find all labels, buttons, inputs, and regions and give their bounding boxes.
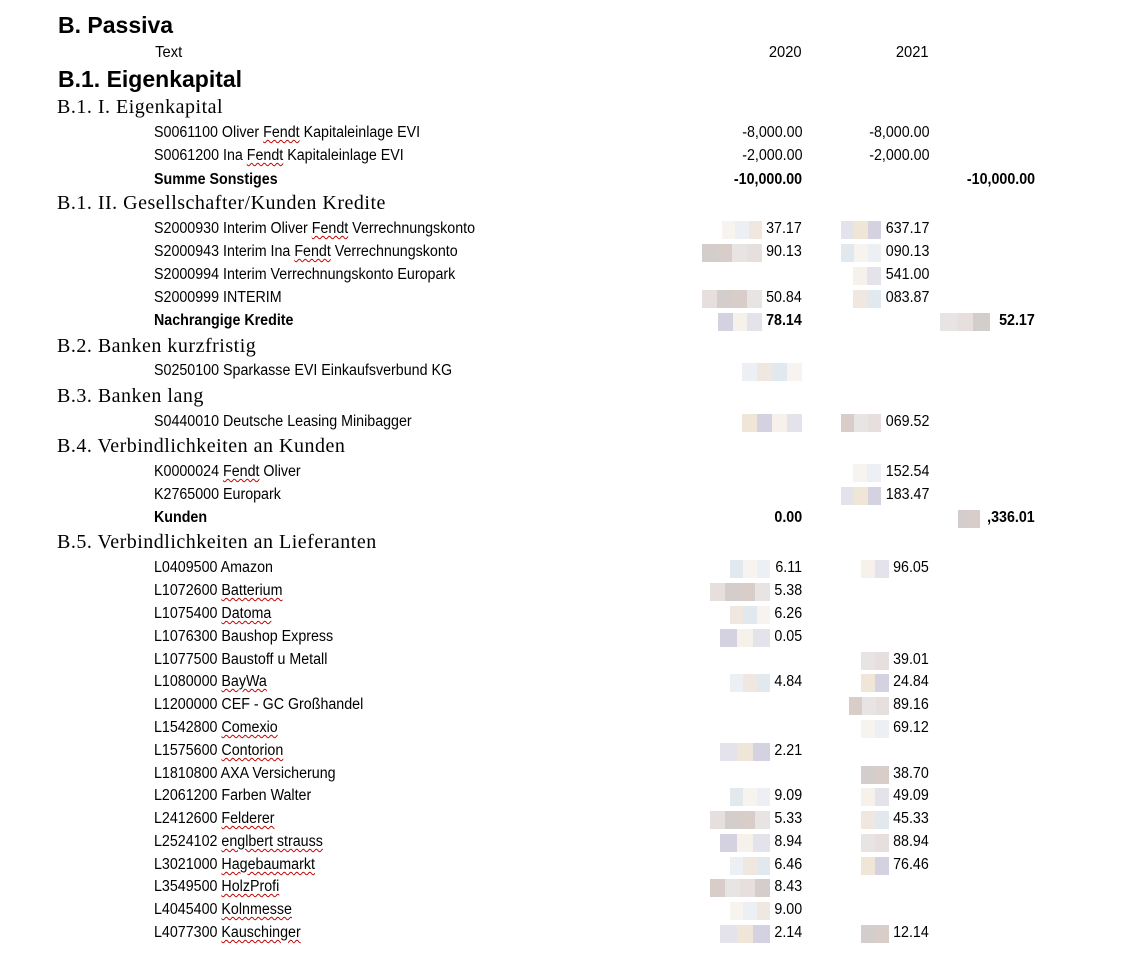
redacted-pixel-block [853, 290, 881, 308]
page-title: B. Passiva [58, 12, 174, 38]
redacted-pixel-block [861, 857, 889, 875]
redacted-pixel-block [861, 834, 889, 852]
value-2020: 6.46 [774, 856, 802, 873]
redacted-pixel-block [861, 560, 889, 578]
spellcheck-flagged-word: Kolnmesse [221, 901, 292, 918]
account-code: L4045400 [154, 901, 222, 918]
account-code: L1542800 [154, 719, 222, 736]
section-heading: B.1. II. Gesellschafter/Kunden Kredite [57, 192, 386, 214]
redacted-pixel-block [861, 811, 889, 829]
value-2020: 90.13 [766, 243, 802, 260]
account-code: S2000943 [154, 243, 223, 260]
redacted-pixel-block [720, 834, 770, 852]
redacted-pixel-block [853, 267, 881, 285]
account-name-suffix: Verrechnungskonto [330, 243, 458, 260]
value-2021: 76.46 [893, 856, 929, 873]
column-header-text: Text [155, 44, 183, 61]
section-subtitle: B.1. Eigenkapital [58, 66, 243, 92]
account-row-label [154, 924, 301, 942]
value-2020: 5.33 [774, 810, 802, 827]
account-name: Deutsche Leasing Minibagger [223, 413, 412, 430]
column-header-2020: 2020 [769, 44, 802, 61]
value-2020: 37.17 [766, 220, 802, 237]
account-row-label [154, 696, 363, 714]
account-code: S2000999 [154, 289, 223, 306]
value-2021: 24.84 [893, 673, 929, 690]
spellcheck-flagged-word: Hagebaumarkt [221, 856, 315, 873]
account-row-label [154, 463, 301, 481]
account-row-label [154, 147, 404, 165]
redacted-pixel-block [730, 560, 770, 578]
value-2020: 8.94 [774, 833, 802, 850]
account-name: Europark [223, 486, 281, 503]
account-name: AXA Versicherung [220, 765, 336, 782]
account-row-label [154, 486, 281, 504]
account-code: S0061100 [154, 124, 222, 141]
redacted-pixel-block [841, 221, 881, 239]
redacted-pixel-block [730, 606, 770, 624]
account-row-label [154, 833, 323, 851]
account-row-label [154, 266, 455, 284]
section-heading: B.5. Verbindlichkeiten an Lieferanten [57, 531, 377, 553]
sum-value-2020: 78.14 [766, 312, 802, 329]
value-2021: 39.01 [893, 651, 929, 668]
redacted-pixel-block [861, 720, 889, 738]
value-2020: 9.00 [774, 901, 802, 918]
redacted-pixel-block [742, 363, 802, 381]
value-2020: 8.43 [774, 878, 802, 895]
account-row-label [154, 559, 273, 577]
redacted-pixel-block [702, 290, 762, 308]
sum-total-value: ,336.01 [987, 509, 1035, 526]
spellcheck-flagged-word: Fendt [263, 124, 300, 141]
redacted-pixel-block [730, 902, 770, 920]
account-code: L1200000 [154, 696, 222, 713]
section-heading: B.1. I. Eigenkapital [57, 96, 224, 118]
account-row-label [154, 651, 327, 669]
account-row-label [154, 673, 267, 691]
account-code: L1072600 [154, 582, 222, 599]
value-2021: 152.54 [885, 463, 929, 480]
value-2021: 12.14 [893, 924, 929, 941]
value-2021: 541.00 [885, 266, 929, 283]
account-code: S0440010 [154, 413, 223, 430]
spellcheck-flagged-word: Comexio [221, 719, 278, 736]
spellcheck-flagged-word: Batterium [221, 582, 283, 599]
spellcheck-flagged-word: HolzProfi [221, 878, 280, 895]
spellcheck-flagged-word: Felderer [221, 810, 275, 827]
value-2021: 183.47 [885, 486, 929, 503]
account-code: L3021000 [154, 856, 222, 873]
sum-total-value: -10,000.00 [966, 171, 1035, 188]
value-2021: 45.33 [893, 810, 929, 827]
redacted-pixel-block [861, 766, 889, 784]
redacted-pixel-block [861, 674, 889, 692]
account-row-label [154, 413, 412, 431]
redacted-pixel-block [710, 811, 770, 829]
redacted-pixel-block [940, 313, 990, 331]
account-name-suffix: Oliver [259, 463, 301, 480]
account-name: INTERIM [223, 289, 282, 306]
redacted-pixel-block [861, 925, 889, 943]
value-2021: 96.05 [893, 559, 929, 576]
value-2021: 89.16 [893, 696, 929, 713]
value-2021: 083.87 [885, 289, 929, 306]
section-sum-label: Kunden [154, 509, 208, 526]
account-code: L1810800 [154, 765, 221, 782]
account-code: S2000994 [154, 266, 223, 283]
redacted-pixel-block [710, 583, 770, 601]
account-row-label [154, 765, 336, 783]
account-row-label [154, 362, 452, 380]
section-sum-label: Nachrangige Kredite [154, 312, 294, 329]
account-name: Ina [223, 147, 247, 164]
account-code: K2765000 [154, 486, 223, 503]
section-heading: B.4. Verbindlichkeiten an Kunden [57, 435, 346, 457]
account-name: Baustoff u Metall [221, 651, 328, 668]
account-row-label [154, 901, 292, 919]
redacted-pixel-block [722, 221, 762, 239]
account-row-label [154, 582, 282, 600]
account-name: Interim Ina [223, 243, 295, 260]
redacted-pixel-block [718, 313, 762, 331]
spellcheck-flagged-word: Fendt [223, 463, 260, 480]
redacted-pixel-block [720, 629, 770, 647]
value-2020: -8,000.00 [741, 124, 802, 141]
account-name: Sparkasse EVI Einkaufsverbund KG [223, 362, 453, 379]
account-name: Oliver [221, 124, 264, 141]
value-2021: 38.70 [893, 765, 929, 782]
account-code: L1075400 [154, 605, 222, 622]
value-2020: 2.14 [774, 924, 802, 941]
value-2021: 069.52 [885, 413, 929, 430]
value-2020: 6.26 [774, 605, 802, 622]
account-name-suffix: Kapitaleinlage EVI [299, 124, 421, 141]
redacted-pixel-block [849, 697, 889, 715]
account-code: L1076300 [154, 628, 222, 645]
section-sum-label: Summe Sonstiges [154, 171, 278, 188]
value-2021: 49.09 [893, 787, 929, 804]
value-2021: 69.12 [893, 719, 929, 736]
spellcheck-flagged-word: Datoma [221, 605, 272, 622]
account-name: Interim Verrechnungskonto Europark [223, 266, 456, 283]
redacted-pixel-block [841, 414, 881, 432]
account-row-label [154, 289, 282, 307]
account-code: L1077500 [154, 651, 222, 668]
account-name: Interim Oliver [223, 220, 312, 237]
value-2020: 5.38 [774, 582, 802, 599]
redacted-pixel-block [730, 857, 770, 875]
redacted-pixel-block [720, 743, 770, 761]
account-code: L0409500 [154, 559, 221, 576]
redacted-pixel-block [958, 510, 980, 528]
redacted-pixel-block [710, 879, 770, 897]
account-row-label [154, 628, 333, 646]
sum-value-2020: -10,000.00 [733, 171, 802, 188]
account-row-label [154, 124, 420, 142]
redacted-pixel-block [861, 652, 889, 670]
value-2021: 637.17 [885, 220, 929, 237]
account-row-label [154, 719, 278, 737]
account-name-suffix: Kapitaleinlage EVI [283, 147, 404, 164]
account-code: L3549500 [154, 878, 222, 895]
spellcheck-flagged-word: Kauschinger [221, 924, 301, 941]
value-2020: 2.21 [774, 742, 802, 759]
account-name: Amazon [220, 559, 273, 576]
account-name-suffix: Verrechnungskonto [348, 220, 476, 237]
redacted-pixel-block [853, 464, 881, 482]
redacted-pixel-block [730, 674, 770, 692]
spellcheck-flagged-word: BayWa [221, 673, 267, 690]
account-code: L1575600 [154, 742, 222, 759]
spellcheck-flagged-word: Fendt [246, 147, 284, 164]
value-2021: -2,000.00 [868, 147, 929, 164]
account-row-label [154, 810, 275, 828]
redacted-pixel-block [861, 788, 889, 806]
value-2020: 9.09 [774, 787, 802, 804]
value-2021: -8,000.00 [868, 124, 929, 141]
account-code: L4077300 [154, 924, 222, 941]
spellcheck-flagged-word: Fendt [294, 243, 331, 260]
value-2020: 50.84 [766, 289, 802, 306]
spellcheck-flagged-word: Contorion [221, 742, 284, 759]
redacted-pixel-block [841, 244, 881, 262]
account-row-label [154, 742, 283, 760]
account-name: CEF - GC Großhandel [221, 696, 364, 713]
section-heading: B.2. Banken kurzfristig [57, 335, 257, 357]
value-2020: -2,000.00 [741, 147, 802, 164]
value-2021: 88.94 [893, 833, 929, 850]
redacted-pixel-block [702, 244, 762, 262]
account-row-label [154, 878, 279, 896]
redacted-pixel-block [720, 925, 770, 943]
account-code: S0250100 [154, 362, 223, 379]
account-code: S0061200 [154, 147, 223, 164]
redacted-pixel-block [841, 487, 881, 505]
account-name: Baushop Express [221, 628, 334, 645]
sum-value-2020: 0.00 [774, 509, 802, 526]
account-code: S2000930 [154, 220, 223, 237]
value-2020: 0.05 [774, 628, 802, 645]
redacted-pixel-block [730, 788, 770, 806]
spellcheck-flagged-word: englbert strauss [221, 833, 323, 850]
account-code: K0000024 [154, 463, 223, 480]
account-code: L2412600 [154, 810, 222, 827]
account-row-label [154, 856, 315, 874]
value-2020: 4.84 [774, 673, 802, 690]
value-2020: 6.11 [775, 559, 802, 576]
account-row-label [154, 243, 458, 261]
account-row-label [154, 220, 475, 238]
spellcheck-flagged-word: Fendt [311, 220, 349, 237]
section-heading: B.3. Banken lang [57, 385, 204, 407]
account-name: Farben Walter [221, 787, 312, 804]
account-code: L2524102 [154, 833, 222, 850]
sum-total-value: 52.17 [999, 312, 1035, 329]
redacted-pixel-block [742, 414, 802, 432]
account-code: L1080000 [154, 673, 222, 690]
account-code: L2061200 [154, 787, 222, 804]
account-row-label [154, 605, 271, 623]
column-header-2021: 2021 [896, 44, 929, 61]
account-row-label [154, 787, 311, 805]
value-2021: 090.13 [885, 243, 929, 260]
